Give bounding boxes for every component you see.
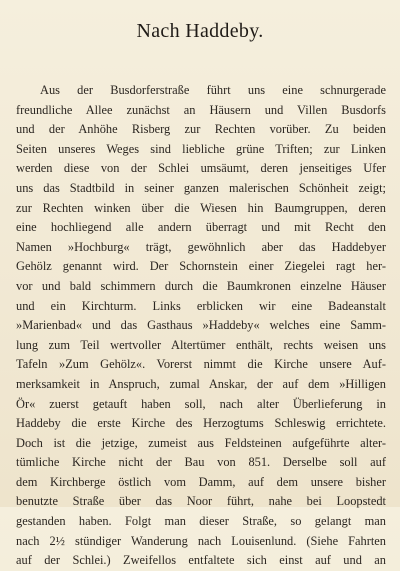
text-line: Gehölz genannt wird. Der Schornstein einer Ziegelei ragt her- — [16, 259, 386, 274]
text-line: tümliche Kirche nicht der Bau von 851. Derselbe soll auf — [16, 455, 386, 470]
body-text — [16, 81, 386, 571]
text-line: uns das Stadtbild in seiner ganzen malerischen Schönheit zeigt; — [16, 180, 386, 195]
text-line: Doch ist die jetzige, zumeist aus Feldsteinen aufgeführte alter- — [16, 435, 386, 450]
text-line: lung zum Teil wertvoller Altertümer enthält, rechts weisen uns — [16, 337, 386, 352]
text-line: dem Kirchberge östlich vom Damm, auf dem unsere bisher — [16, 474, 386, 489]
text-line: Seiten unseres Weges sind liebliche grüne Triften; zur Linken — [16, 141, 386, 156]
text-line: Aus der Busdorferstraße führt uns eine schnurgerade — [40, 83, 386, 97]
text-line: werden diese von der Schlei umsäumt, deren jenseitiges Ufer — [16, 161, 386, 176]
text-line: nach 2½ stündiger Wanderung nach Louisenlund. (Siehe Fahrten — [16, 533, 386, 548]
text-line: merksamkeit in Anspruch, zumal Anskar, der auf dem »Hilligen — [16, 376, 386, 391]
page-title: Nach Haddeby. — [136, 20, 264, 42]
text-line: »Marienbad« und das Gasthaus »Haddeby« welches eine Samm- — [16, 318, 386, 333]
text-line: Tafeln »Zum Gehölz«. Vorerst nimmt die Kirche unsere Auf- — [16, 357, 386, 372]
text-line: Namen »Hochburg« trägt, gewöhnlich aber das Haddebyer — [16, 239, 386, 254]
text-line: freundliche Allee zunächst an Häusern und Villen Busdorfs — [16, 102, 386, 117]
text-line: benutzte Straße über das Noor führt, nahe bei Loopstedt — [16, 494, 386, 509]
text-line: vor und bald schimmern durch die Baumkronen einzelne Häuser — [16, 278, 386, 293]
text-line: eine hochliegend alle andern überragt und mit Recht den — [16, 220, 386, 235]
text-line: Ör« zuerst getauft haben soll, nach alter Überlieferung in — [16, 396, 386, 411]
text-line: Haddeby die erste Kirche des Herzogtums Schleswig errichtete. — [16, 416, 386, 431]
text-line: auf der Schlei.) Zweifellos entfaltete sich einst auf und an — [16, 553, 386, 568]
text-line: gestanden haben. Folgt man dieser Straße, so gelangt man — [16, 514, 386, 529]
text-line: und ein Kirchturm. Links erblicken wir eine Badeanstalt — [16, 298, 386, 313]
text-line: und der Anhöhe Risberg zur Rechten vorüber. Zu beiden — [16, 122, 386, 137]
text-line: zur Rechten winken über die Wiesen hin Baumgruppen, deren — [16, 200, 386, 215]
